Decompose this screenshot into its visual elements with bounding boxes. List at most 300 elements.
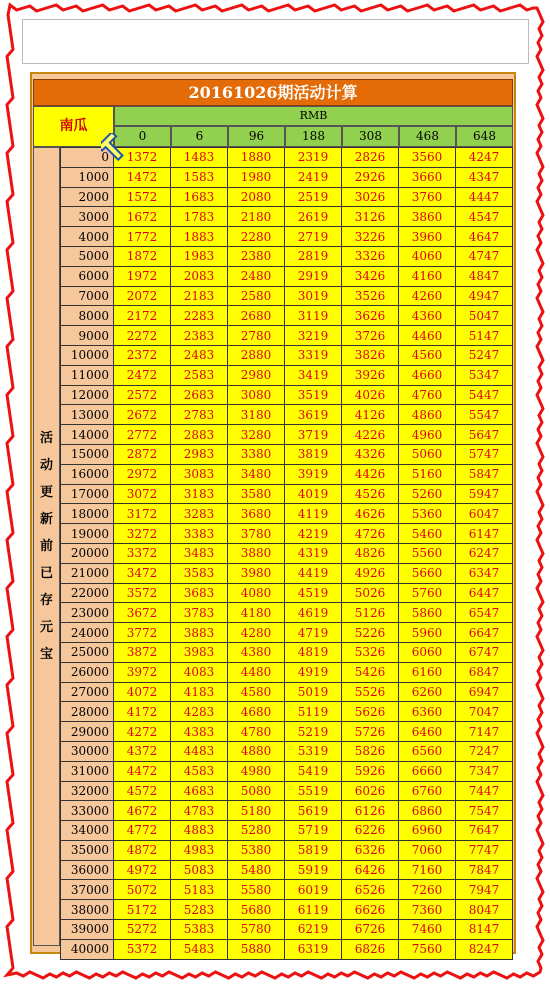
table-cell: 4383 bbox=[171, 722, 228, 742]
table-cell: 3919 bbox=[285, 464, 342, 484]
table-cell: 3580 bbox=[228, 484, 285, 504]
table-cell: 5072 bbox=[114, 880, 171, 900]
table-cell: 5172 bbox=[114, 900, 171, 920]
table-cell: 4483 bbox=[171, 741, 228, 761]
table-cell: 4119 bbox=[285, 504, 342, 524]
table-row bbox=[61, 840, 513, 860]
table-cell: 3660 bbox=[399, 167, 456, 187]
table-cell: 3183 bbox=[171, 484, 228, 504]
row-label: 19000 bbox=[61, 524, 114, 544]
table-cell: 2180 bbox=[228, 207, 285, 227]
table-cell: 4160 bbox=[399, 266, 456, 286]
table-cell: 5926 bbox=[342, 761, 399, 781]
table-cell: 5819 bbox=[285, 840, 342, 860]
table-cell: 4126 bbox=[342, 405, 399, 425]
row-label: 36000 bbox=[61, 860, 114, 880]
column-header-96: 96 bbox=[228, 126, 285, 147]
table-cell: 3726 bbox=[342, 326, 399, 346]
table-cell: 1983 bbox=[171, 246, 228, 266]
column-header-0: 0 bbox=[114, 126, 171, 147]
table-cell: 5047 bbox=[456, 306, 513, 326]
table-cell: 4326 bbox=[342, 444, 399, 464]
table-cell: 3826 bbox=[342, 345, 399, 365]
table-cell: 4347 bbox=[456, 167, 513, 187]
table-cell: 3583 bbox=[171, 563, 228, 583]
table-cell: 4247 bbox=[456, 148, 513, 168]
table-cell: 3883 bbox=[171, 623, 228, 643]
table-cell: 5160 bbox=[399, 464, 456, 484]
table-cell: 2680 bbox=[228, 306, 285, 326]
row-label: 21000 bbox=[61, 563, 114, 583]
row-label: 5000 bbox=[61, 246, 114, 266]
table-cell: 7747 bbox=[456, 840, 513, 860]
table-cell: 7260 bbox=[399, 880, 456, 900]
table-cell: 5360 bbox=[399, 504, 456, 524]
column-header-468: 468 bbox=[399, 126, 456, 147]
table-cell: 5447 bbox=[456, 385, 513, 405]
table-cell: 2372 bbox=[114, 345, 171, 365]
table-cell: 2172 bbox=[114, 306, 171, 326]
table-cell: 7560 bbox=[399, 939, 456, 959]
table-cell: 4783 bbox=[171, 801, 228, 821]
table-row bbox=[61, 880, 513, 900]
table-cell: 4480 bbox=[228, 662, 285, 682]
row-label: 11000 bbox=[61, 365, 114, 385]
table-cell: 4972 bbox=[114, 860, 171, 880]
table-cell: 5147 bbox=[456, 326, 513, 346]
column-header-188: 188 bbox=[285, 126, 342, 147]
table-cell: 5747 bbox=[456, 444, 513, 464]
table-cell: 3672 bbox=[114, 603, 171, 623]
table-cell: 1572 bbox=[114, 187, 171, 207]
row-label: 18000 bbox=[61, 504, 114, 524]
table-cell: 6047 bbox=[456, 504, 513, 524]
table-row bbox=[61, 563, 513, 583]
table-cell: 2780 bbox=[228, 326, 285, 346]
table-cell: 3226 bbox=[342, 227, 399, 247]
table-cell: 4019 bbox=[285, 484, 342, 504]
table-cell: 3272 bbox=[114, 524, 171, 544]
table-cell: 2783 bbox=[171, 405, 228, 425]
table-cell: 6026 bbox=[342, 781, 399, 801]
table-row bbox=[61, 345, 513, 365]
table-cell: 3080 bbox=[228, 385, 285, 405]
side-label-char: 已 bbox=[39, 566, 53, 581]
table-cell: 3780 bbox=[228, 524, 285, 544]
table-cell: 2972 bbox=[114, 464, 171, 484]
table-cell: 1683 bbox=[171, 187, 228, 207]
row-label: 16000 bbox=[61, 464, 114, 484]
table-cell: 1880 bbox=[228, 148, 285, 168]
table-row bbox=[61, 900, 513, 920]
table-cell: 2280 bbox=[228, 227, 285, 247]
table-cell: 3072 bbox=[114, 484, 171, 504]
table-cell: 5519 bbox=[285, 781, 342, 801]
table-row bbox=[61, 405, 513, 425]
table-cell: 3126 bbox=[342, 207, 399, 227]
table-cell: 5272 bbox=[114, 920, 171, 940]
table-cell: 4680 bbox=[228, 702, 285, 722]
table-cell: 3372 bbox=[114, 543, 171, 563]
table-cell: 1783 bbox=[171, 207, 228, 227]
table-cell: 2772 bbox=[114, 425, 171, 445]
table-cell: 6860 bbox=[399, 801, 456, 821]
row-label: 4000 bbox=[61, 227, 114, 247]
table-cell: 5226 bbox=[342, 623, 399, 643]
table-row bbox=[61, 662, 513, 682]
column-header-648: 648 bbox=[456, 126, 513, 147]
table-cell: 5060 bbox=[399, 444, 456, 464]
table-row bbox=[61, 623, 513, 643]
side-label-char: 更 bbox=[39, 485, 53, 500]
table-row bbox=[61, 741, 513, 761]
table-cell: 3619 bbox=[285, 405, 342, 425]
table-cell: 5383 bbox=[171, 920, 228, 940]
table-cell: 6560 bbox=[399, 741, 456, 761]
table-cell: 4960 bbox=[399, 425, 456, 445]
table-cell: 4580 bbox=[228, 682, 285, 702]
row-label: 3000 bbox=[61, 207, 114, 227]
table-cell: 5680 bbox=[228, 900, 285, 920]
table-cell: 6226 bbox=[342, 821, 399, 841]
table-cell: 4372 bbox=[114, 741, 171, 761]
table-row bbox=[61, 642, 513, 662]
table-cell: 6160 bbox=[399, 662, 456, 682]
table-cell: 8147 bbox=[456, 920, 513, 940]
row-label: 35000 bbox=[61, 840, 114, 860]
table-cell: 2819 bbox=[285, 246, 342, 266]
table-cell: 7447 bbox=[456, 781, 513, 801]
table-cell: 2072 bbox=[114, 286, 171, 306]
table-cell: 2283 bbox=[171, 306, 228, 326]
table-cell: 3180 bbox=[228, 405, 285, 425]
rmb-group-header: RMB bbox=[114, 106, 513, 126]
row-label: 28000 bbox=[61, 702, 114, 722]
table-cell: 3383 bbox=[171, 524, 228, 544]
table-cell: 6360 bbox=[399, 702, 456, 722]
row-label: 12000 bbox=[61, 385, 114, 405]
table-cell: 3683 bbox=[171, 583, 228, 603]
table-cell: 4080 bbox=[228, 583, 285, 603]
table-cell: 5483 bbox=[171, 939, 228, 959]
table-cell: 5460 bbox=[399, 524, 456, 544]
table-cell: 6260 bbox=[399, 682, 456, 702]
table-cell: 6126 bbox=[342, 801, 399, 821]
table-cell: 4772 bbox=[114, 821, 171, 841]
table-cell: 3983 bbox=[171, 642, 228, 662]
table-cell: 5183 bbox=[171, 880, 228, 900]
table-cell: 8047 bbox=[456, 900, 513, 920]
table-row bbox=[61, 365, 513, 385]
table-cell: 3526 bbox=[342, 286, 399, 306]
row-label: 32000 bbox=[61, 781, 114, 801]
table-cell: 4072 bbox=[114, 682, 171, 702]
table-cell: 3319 bbox=[285, 345, 342, 365]
table-cell: 2980 bbox=[228, 365, 285, 385]
table-cell: 5326 bbox=[342, 642, 399, 662]
table-cell: 4226 bbox=[342, 425, 399, 445]
row-label: 22000 bbox=[61, 583, 114, 603]
table-cell: 4826 bbox=[342, 543, 399, 563]
table-cell: 4547 bbox=[456, 207, 513, 227]
row-label: 30000 bbox=[61, 741, 114, 761]
table-cell: 5219 bbox=[285, 722, 342, 742]
table-row bbox=[61, 761, 513, 781]
table-cell: 5860 bbox=[399, 603, 456, 623]
table-cell: 4260 bbox=[399, 286, 456, 306]
row-label: 27000 bbox=[61, 682, 114, 702]
table-cell: 4460 bbox=[399, 326, 456, 346]
table-cell: 5560 bbox=[399, 543, 456, 563]
table-row bbox=[61, 860, 513, 880]
table-cell: 5380 bbox=[228, 840, 285, 860]
table-cell: 4747 bbox=[456, 246, 513, 266]
table-cell: 5947 bbox=[456, 484, 513, 504]
table-cell: 1483 bbox=[171, 148, 228, 168]
table-row bbox=[61, 702, 513, 722]
table-cell: 5626 bbox=[342, 702, 399, 722]
table-cell: 4447 bbox=[456, 187, 513, 207]
table-row bbox=[61, 781, 513, 801]
row-label: 34000 bbox=[61, 821, 114, 841]
row-label: 29000 bbox=[61, 722, 114, 742]
table-cell: 7847 bbox=[456, 860, 513, 880]
table-row bbox=[61, 444, 513, 464]
table-cell: 6447 bbox=[456, 583, 513, 603]
table-cell: 6319 bbox=[285, 939, 342, 959]
table-cell: 5480 bbox=[228, 860, 285, 880]
table-cell: 6626 bbox=[342, 900, 399, 920]
table-cell: 5826 bbox=[342, 741, 399, 761]
table-cell: 6747 bbox=[456, 642, 513, 662]
table-cell: 7160 bbox=[399, 860, 456, 880]
table-cell: 2480 bbox=[228, 266, 285, 286]
row-label: 0 bbox=[61, 148, 114, 168]
table-row bbox=[61, 682, 513, 702]
table-cell: 4419 bbox=[285, 563, 342, 583]
table-cell: 5960 bbox=[399, 623, 456, 643]
table-cell: 6547 bbox=[456, 603, 513, 623]
table-cell: 2919 bbox=[285, 266, 342, 286]
table-cell: 3119 bbox=[285, 306, 342, 326]
table-cell: 5526 bbox=[342, 682, 399, 702]
table-cell: 7347 bbox=[456, 761, 513, 781]
table-cell: 7647 bbox=[456, 821, 513, 841]
table-row bbox=[61, 207, 513, 227]
table-cell: 3519 bbox=[285, 385, 342, 405]
table-cell: 3760 bbox=[399, 187, 456, 207]
side-label-char: 动 bbox=[39, 458, 53, 473]
table-cell: 5419 bbox=[285, 761, 342, 781]
table-cell: 4519 bbox=[285, 583, 342, 603]
row-label: 6000 bbox=[61, 266, 114, 286]
table-cell: 6060 bbox=[399, 642, 456, 662]
table-cell: 4919 bbox=[285, 662, 342, 682]
row-label: 20000 bbox=[61, 543, 114, 563]
row-label: 2000 bbox=[61, 187, 114, 207]
table-cell: 1972 bbox=[114, 266, 171, 286]
row-label: 40000 bbox=[61, 939, 114, 959]
table-cell: 4860 bbox=[399, 405, 456, 425]
table-cell: 6660 bbox=[399, 761, 456, 781]
row-label: 1000 bbox=[61, 167, 114, 187]
table-cell: 3972 bbox=[114, 662, 171, 682]
column-header-308: 308 bbox=[342, 126, 399, 147]
table-cell: 6219 bbox=[285, 920, 342, 940]
row-label: 39000 bbox=[61, 920, 114, 940]
table-cell: 4819 bbox=[285, 642, 342, 662]
table-row bbox=[61, 306, 513, 326]
table-cell: 3783 bbox=[171, 603, 228, 623]
row-label: 38000 bbox=[61, 900, 114, 920]
table-cell: 6826 bbox=[342, 939, 399, 959]
table-cell: 2572 bbox=[114, 385, 171, 405]
table-cell: 2672 bbox=[114, 405, 171, 425]
blank-header-box bbox=[22, 19, 529, 64]
table-cell: 3872 bbox=[114, 642, 171, 662]
table-row bbox=[61, 801, 513, 821]
table-cell: 3172 bbox=[114, 504, 171, 524]
table-cell: 2083 bbox=[171, 266, 228, 286]
corner-label: 南瓜 bbox=[33, 106, 114, 147]
table-cell: 4560 bbox=[399, 345, 456, 365]
table-cell: 5247 bbox=[456, 345, 513, 365]
row-label: 31000 bbox=[61, 761, 114, 781]
table-cell: 7460 bbox=[399, 920, 456, 940]
table-cell: 1883 bbox=[171, 227, 228, 247]
table-cell: 2483 bbox=[171, 345, 228, 365]
sheet-title: 20161026期活动计算 bbox=[33, 79, 513, 106]
row-label: 13000 bbox=[61, 405, 114, 425]
table-cell: 5083 bbox=[171, 860, 228, 880]
table-cell: 5580 bbox=[228, 880, 285, 900]
table-cell: 5126 bbox=[342, 603, 399, 623]
side-label-char: 宝 bbox=[39, 647, 53, 662]
table-cell: 3380 bbox=[228, 444, 285, 464]
table-cell: 3626 bbox=[342, 306, 399, 326]
table-row bbox=[61, 821, 513, 841]
table-cell: 5919 bbox=[285, 860, 342, 880]
table-cell: 5726 bbox=[342, 722, 399, 742]
table-cell: 7047 bbox=[456, 702, 513, 722]
table-cell: 1872 bbox=[114, 246, 171, 266]
table-cell: 2583 bbox=[171, 365, 228, 385]
table-cell: 7947 bbox=[456, 880, 513, 900]
table-cell: 2319 bbox=[285, 148, 342, 168]
table-cell: 4472 bbox=[114, 761, 171, 781]
table-cell: 2519 bbox=[285, 187, 342, 207]
table-row bbox=[61, 722, 513, 742]
table-cell: 2719 bbox=[285, 227, 342, 247]
table-cell: 5319 bbox=[285, 741, 342, 761]
table-cell: 8247 bbox=[456, 939, 513, 959]
row-label: 10000 bbox=[61, 345, 114, 365]
table-cell: 4172 bbox=[114, 702, 171, 722]
table-cell: 5780 bbox=[228, 920, 285, 940]
table-cell: 4083 bbox=[171, 662, 228, 682]
table-cell: 3719 bbox=[285, 425, 342, 445]
table-cell: 1980 bbox=[228, 167, 285, 187]
table-cell: 4526 bbox=[342, 484, 399, 504]
table-cell: 2880 bbox=[228, 345, 285, 365]
table-cell: 5880 bbox=[228, 939, 285, 959]
table-cell: 6647 bbox=[456, 623, 513, 643]
table-cell: 6460 bbox=[399, 722, 456, 742]
table-cell: 1672 bbox=[114, 207, 171, 227]
table-cell: 4983 bbox=[171, 840, 228, 860]
table-cell: 4672 bbox=[114, 801, 171, 821]
table-cell: 3480 bbox=[228, 464, 285, 484]
side-label-char: 活 bbox=[39, 431, 53, 446]
table-cell: 4572 bbox=[114, 781, 171, 801]
table-cell: 6347 bbox=[456, 563, 513, 583]
table-cell: 6019 bbox=[285, 880, 342, 900]
table-cell: 2883 bbox=[171, 425, 228, 445]
table-cell: 3560 bbox=[399, 148, 456, 168]
table-cell: 2419 bbox=[285, 167, 342, 187]
table-row bbox=[61, 286, 513, 306]
table-cell: 2472 bbox=[114, 365, 171, 385]
table-cell: 1372 bbox=[114, 148, 171, 168]
table-cell: 5847 bbox=[456, 464, 513, 484]
table-cell: 5426 bbox=[342, 662, 399, 682]
table-cell: 2683 bbox=[171, 385, 228, 405]
table-cell: 5660 bbox=[399, 563, 456, 583]
table-cell: 2383 bbox=[171, 326, 228, 346]
table-cell: 6426 bbox=[342, 860, 399, 880]
table-cell: 1772 bbox=[114, 227, 171, 247]
table-cell: 4280 bbox=[228, 623, 285, 643]
table-row bbox=[61, 464, 513, 484]
table-cell: 6947 bbox=[456, 682, 513, 702]
table-cell: 5026 bbox=[342, 583, 399, 603]
table-cell: 3960 bbox=[399, 227, 456, 247]
table-row bbox=[61, 543, 513, 563]
table-cell: 5180 bbox=[228, 801, 285, 821]
table-cell: 2080 bbox=[228, 187, 285, 207]
arrow-pointer-icon bbox=[101, 133, 127, 161]
table-row bbox=[61, 148, 513, 168]
table-cell: 3860 bbox=[399, 207, 456, 227]
table-cell: 4183 bbox=[171, 682, 228, 702]
table-row bbox=[61, 266, 513, 286]
row-label: 17000 bbox=[61, 484, 114, 504]
side-label-vertical bbox=[33, 147, 60, 946]
table-cell: 5547 bbox=[456, 405, 513, 425]
table-cell: 4660 bbox=[399, 365, 456, 385]
table-cell: 6147 bbox=[456, 524, 513, 544]
table-cell: 4647 bbox=[456, 227, 513, 247]
table-cell: 2872 bbox=[114, 444, 171, 464]
table-cell: 6326 bbox=[342, 840, 399, 860]
table-cell: 2380 bbox=[228, 246, 285, 266]
table-row bbox=[61, 227, 513, 247]
side-label-char: 新 bbox=[39, 512, 53, 527]
table-cell: 3472 bbox=[114, 563, 171, 583]
table-row bbox=[61, 504, 513, 524]
table-cell: 4060 bbox=[399, 246, 456, 266]
table-cell: 4026 bbox=[342, 385, 399, 405]
table-cell: 2183 bbox=[171, 286, 228, 306]
table-row bbox=[61, 920, 513, 940]
table-row bbox=[61, 583, 513, 603]
table-cell: 2926 bbox=[342, 167, 399, 187]
table-cell: 3572 bbox=[114, 583, 171, 603]
table-cell: 7547 bbox=[456, 801, 513, 821]
table-cell: 4426 bbox=[342, 464, 399, 484]
side-label-char: 元 bbox=[39, 620, 53, 635]
table-cell: 4980 bbox=[228, 761, 285, 781]
